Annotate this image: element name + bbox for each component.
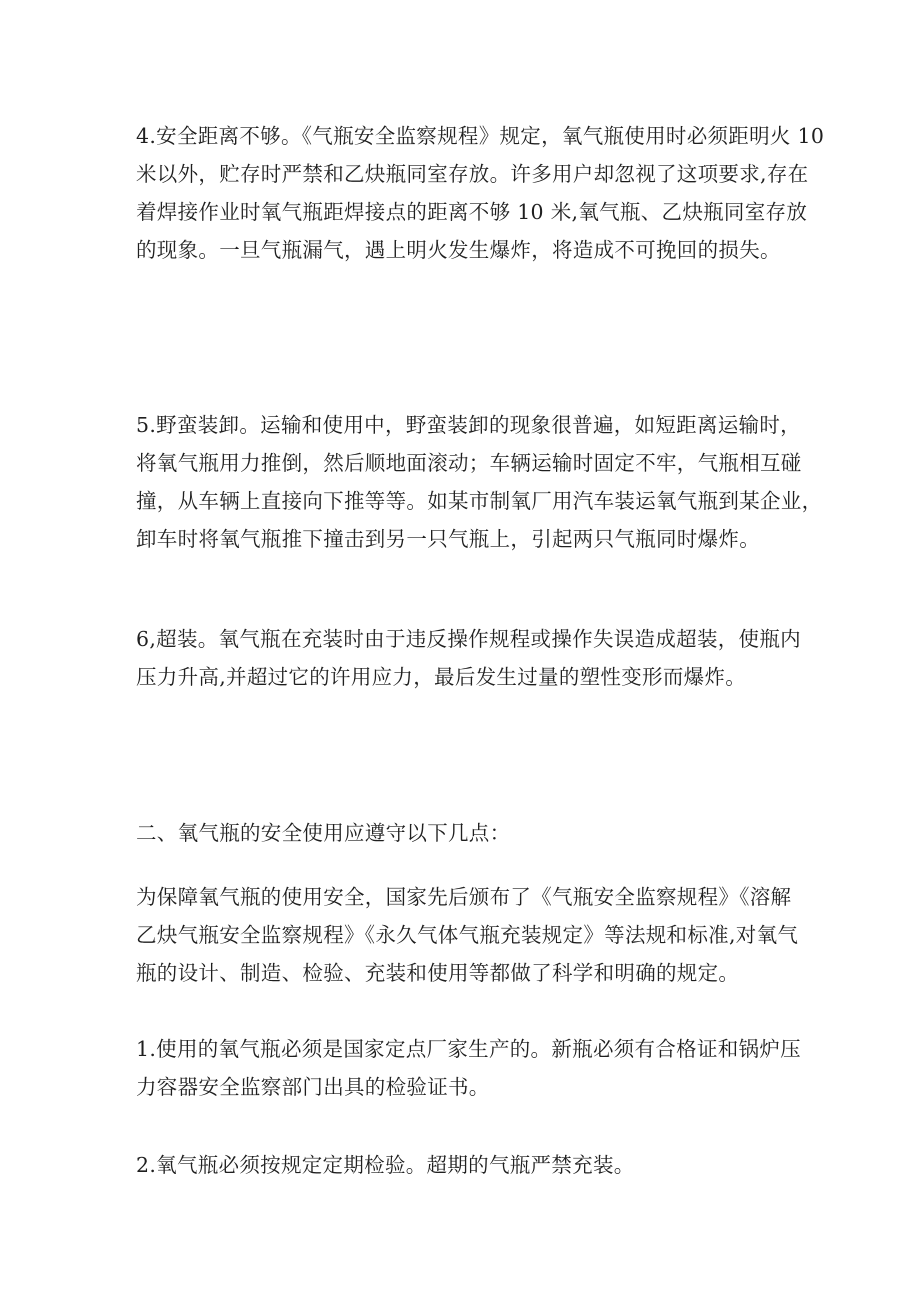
- paragraph-safety-distance: [136, 117, 825, 269]
- paragraph-line: 压力升高,并超过它的许用应力，最后发生过量的塑性变形而爆炸。: [136, 665, 747, 689]
- paragraph-line: 着焊接作业时氧气瓶距焊接点的距离不够 10 米,氧气瓶、乙炔瓶同室存放: [136, 200, 808, 224]
- paragraph-line: 为保障氧气瓶的使用安全，国家先后颁布了《气瓶安全监察规程》《溶解: [136, 885, 792, 909]
- paragraph-line: 的现象。一旦气瓶漏气，遇上明火发生爆炸，将造成不可挽回的损失。: [136, 238, 781, 262]
- paragraph-line: 5.野蛮装卸。运输和使用中，野蛮装卸的现象很普遍，如短距离运输时，: [136, 413, 801, 437]
- paragraph-line: 乙炔气瓶安全监察规程》《永久气体气瓶充装规定》等法规和标准,对氧气: [136, 923, 799, 947]
- paragraph-line: 2.氧气瓶必须按规定定期检验。超期的气瓶严禁充装。: [136, 1153, 635, 1177]
- paragraph-line: 1.使用的氧气瓶必须是国家定点厂家生产的。新瓶必须有合格证和锅炉压: [136, 1037, 801, 1061]
- paragraph-rule-2: [136, 1146, 796, 1184]
- paragraph-line: 将氧气瓶用力推倒，然后顺地面滚动；车辆运输时固定不牢，气瓶相互碰: [136, 451, 802, 475]
- paragraph-line: 4.安全距离不够。《气瓶安全监察规程》规定，氧气瓶使用时必须距明火 10: [136, 124, 825, 148]
- paragraph-line: 力容器安全监察部门出具的检验证书。: [136, 1075, 490, 1099]
- paragraph-line: 6,超装。氧气瓶在充装时由于违反操作规程或操作失误造成超装，使瓶内: [136, 627, 801, 651]
- paragraph-line: 卸车时将氧气瓶推下撞击到另一只气瓶上，引起两只气瓶同时爆炸。: [136, 527, 760, 551]
- paragraph-intro: [136, 878, 799, 992]
- paragraph-overfilling: [136, 620, 801, 696]
- section-heading: 二、氧气瓶的安全使用应遵守以下几点：: [136, 821, 511, 845]
- paragraph-line: 瓶的设计、制造、检验、充装和使用等都做了科学和明确的规定。: [136, 961, 740, 985]
- paragraph-line: 撞，从车辆上直接向下推等等。如某市制氧厂用汽车装运氧气瓶到某企业，: [136, 489, 823, 513]
- paragraph-rule-1: [136, 1030, 801, 1106]
- paragraph-rough-handling: [136, 406, 823, 558]
- paragraph-line: 米以外，贮存时严禁和乙炔瓶同室存放。许多用户却忽视了这项要求,存在: [136, 162, 809, 186]
